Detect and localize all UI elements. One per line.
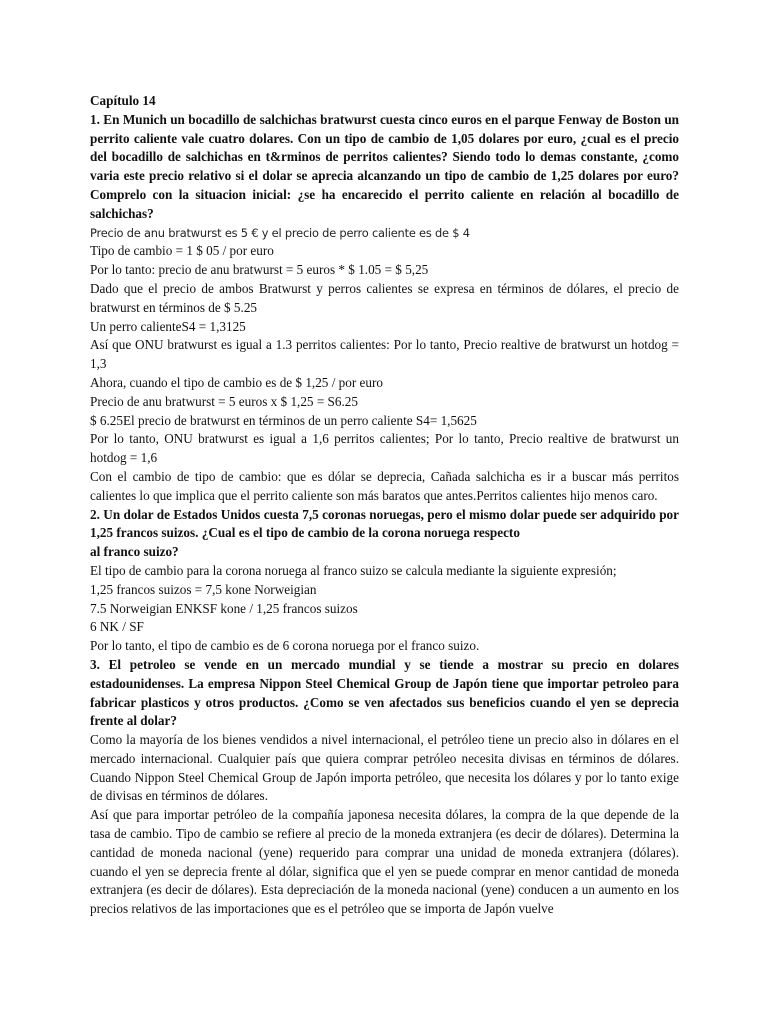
answer-paragraph: Así que para importar petróleo de la compañía japonesa necesita dólares, la compra de la que depende de la tasa de cambio. Tipo de cambio se refiere al precio de la moneda extranjera (es decir de dólares). Determina la cantidad de moneda nacional (yene) requerido para comprar una unidad de moneda extranjera (dólares). cuando el yen se deprecia frente al dólar, significa que el yen se puede comprar en menor cantidad de moneda extranjera (es decir de dólares). Esta depreciación de la moneda nacional (yene) conducen a un aumento en los precios relativos de las importaciones que es el petróleo que se importa de Japón vuelve [90,807,679,917]
answer-line: Dado que el precio de ambos Bratwurst y perros calientes se expresa en términos de dólares, el precio de bratwurst en términos de $ 5.25 [90,280,679,315]
question-1: 1. En Munich un bocadillo de salchichas bratwurst cuesta cinco euros en el parque Fenway de Boston un perrito caliente vale cuatro dolares. Con un tipo de cambio de 1,05 dolares por euro, ¿cual es el precio del bocadillo de salchichas en t&rminos de perritos calientes? Siendo todo lo demas constante, ¿como varia este precio relativo si el dolar se aprecia alcanzando un tipo de cambio de 1,25 dolares por euro? Comprelo con la situacion inicial: ¿se ha encarecido el perrito caliente en relación al bocadillo de salchichas? [90,111,679,221]
answer-paragraph: Como la mayoría de los bienes vendidos a nivel internacional, el petróleo tiene un precio also in dólares en el mercado internacional. Cualquier país que quiera comprar petróleo necesita divisas en términos de dólares. Cuando Nippon Steel Chemical Group de Japón importa petróleo, que necesita los dólares y por lo tanto exige de divisas en términos de dólares. [90,732,679,804]
answer-line: 1,25 francos suizos = 7,5 kone Norweigian [90,581,317,597]
answer-line: Así que ONU bratwurst es igual a 1.3 perritos calientes: Por lo tanto, Precio realtive de bratwurst un hotdog = 1,3 [90,337,679,372]
answer-line: Por lo tanto, el tipo de cambio es de 6 corona noruega por el franco suizo. [90,638,480,654]
answer-line: Precio de anu bratwurst es 5 € y el precio de perro caliente es de $ 4 [90,225,470,240]
answer-line: El tipo de cambio para la corona noruega al franco suizo se calcula mediante la siguiente expresión; [90,562,617,578]
answer-line: Precio de anu bratwurst = 5 euros x $ 1,25 = S6.25 [90,393,358,409]
answer-line: Ahora, cuando el tipo de cambio es de $ 1,25 / por euro [90,374,383,390]
answer-line: $ 6.25El precio de bratwurst en términos de un perro caliente S4= 1,5625 [90,412,477,428]
answer-line: Con el cambio de tipo de cambio: que es dólar se deprecia, Cañada salchicha es ir a buscar más perritos calientes lo que implica que el perrito caliente son más baratos que antes.Perritos calientes hijo menos caro. [90,468,679,503]
answer-line: Por lo tanto, ONU bratwurst es igual a 1,6 perritos calientes; Por lo tanto, Precio realtive de bratwurst un hotdog = 1,6 [90,431,679,466]
document-page [90,92,679,919]
answer-line: Un perro calienteS4 = 1,3125 [90,318,246,334]
question-2: 2. Un dolar de Estados Unidos cuesta 7,5 coronas noruegas, pero el mismo dolar puede ser adquirido por 1,25 francos suizos. ¿Cual es el tipo de cambio de la corona noruega respecto [90,506,679,541]
chapter-title: Capítulo 14 [90,93,156,108]
question-2-continuation: al franco suizo? [90,544,179,560]
answer-line: 7.5 Norweigian ENKSF kone / 1,25 francos suizos [90,600,358,616]
answer-line: 6 NK / SF [90,619,144,635]
answer-line: Por lo tanto: precio de anu bratwurst = 5 euros * $ 1.05 = $ 5,25 [90,262,429,278]
question-3: 3. El petroleo se vende en un mercado mundial y se tiende a mostrar su precio en dolares estadounidenses. La empresa Nippon Steel Chemical Group de Japón tiene que importar petroleo para fabricar plasticos y otros productos. ¿Como se ven afectados sus beneficios cuando el yen se deprecia frente al dolar? [90,656,679,729]
answer-line: Tipo de cambio = 1 $ 05 / por euro [90,243,274,259]
